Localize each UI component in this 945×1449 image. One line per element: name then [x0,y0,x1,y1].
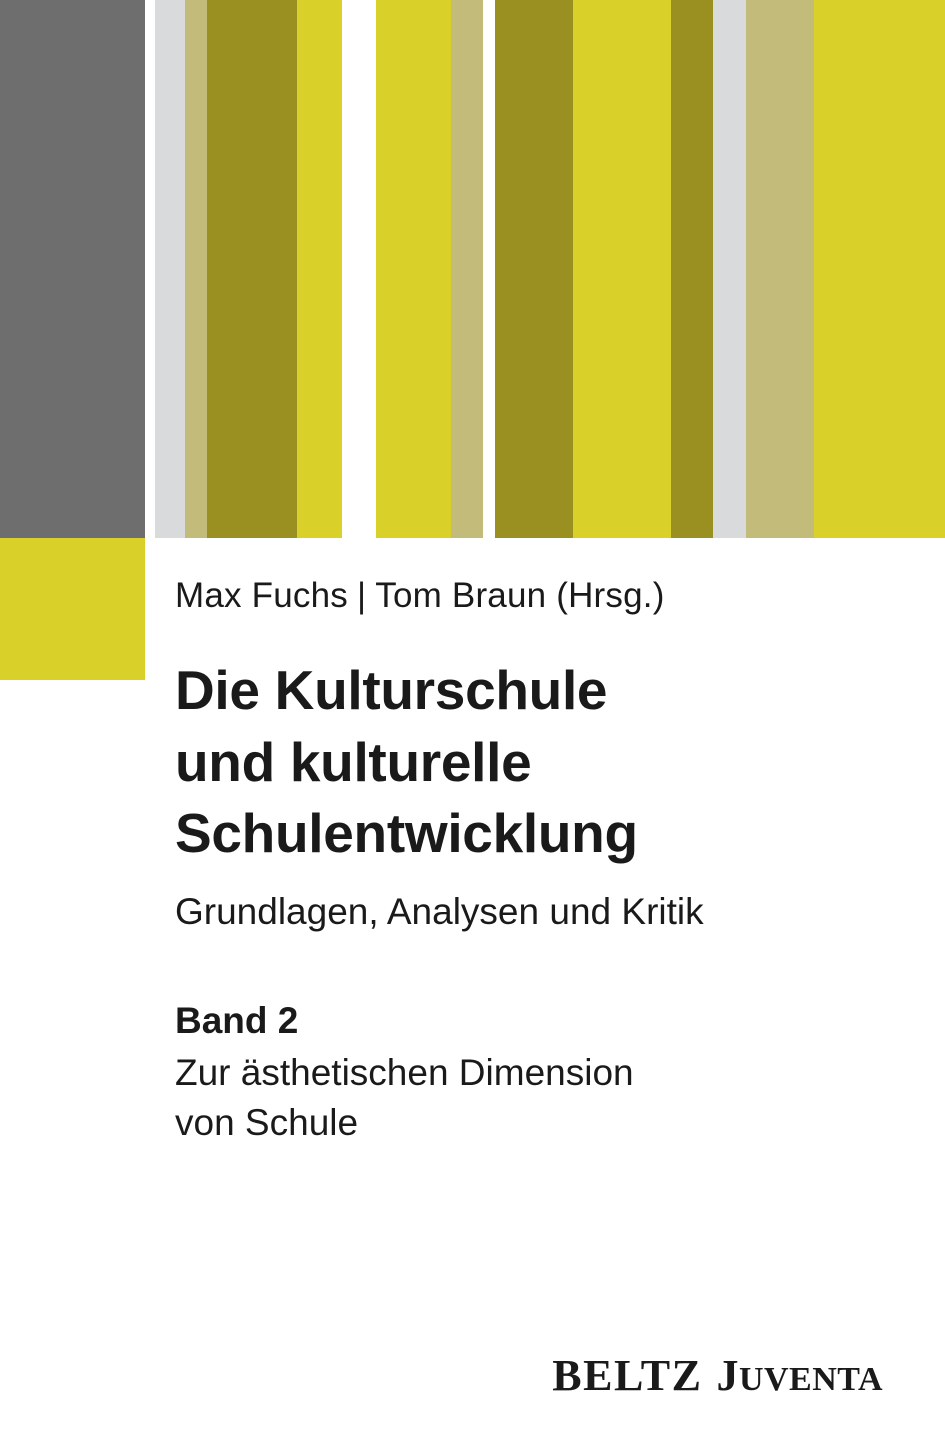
cover-artwork [0,0,945,538]
title-line-2: und kulturelle [175,730,532,793]
accent-block [0,538,145,680]
artwork-stripe [145,0,155,538]
juventa-rest: UVENTA [738,1361,883,1398]
artwork-stripe [495,0,573,538]
volume-subtitle-line-1: Zur ästhetischen Dimension [175,1051,634,1093]
artwork-stripe [155,0,185,538]
artwork-stripe [671,0,713,538]
title-line-3: Schulentwicklung [175,802,638,864]
editor-one: Max Fuchs [175,576,348,615]
publisher-name-juventa [716,1350,883,1401]
cover-text-column [175,575,915,1148]
artwork-stripe [814,0,945,538]
book-subtitle: Grundlagen, Analysen und Kritik [175,890,704,932]
editors-line [175,575,915,617]
volume-subtitle-line-2: von Schule [175,1101,359,1143]
artwork-stripe [483,0,495,538]
artwork-stripe [746,0,814,538]
artwork-stripe [185,0,207,538]
editors-separator: | [356,576,367,615]
volume-subtitle [175,1048,915,1148]
artwork-stripe [713,0,746,538]
artwork-stripe [297,0,342,538]
artwork-stripe [451,0,483,538]
book-title [175,655,915,870]
artwork-stripe [0,0,145,538]
publisher-logo [552,1350,883,1401]
publisher-name-beltz: BELTZ [552,1351,703,1400]
volume-label: Band 2 [175,999,299,1041]
artwork-stripe [573,0,671,538]
juventa-initial: J [716,1351,739,1400]
artwork-stripe [376,0,451,538]
editor-two: Tom Braun (Hrsg.) [375,576,665,615]
title-line-1: Die Kulturschule [175,659,608,721]
artwork-stripe [342,0,376,538]
artwork-stripe [207,0,297,538]
